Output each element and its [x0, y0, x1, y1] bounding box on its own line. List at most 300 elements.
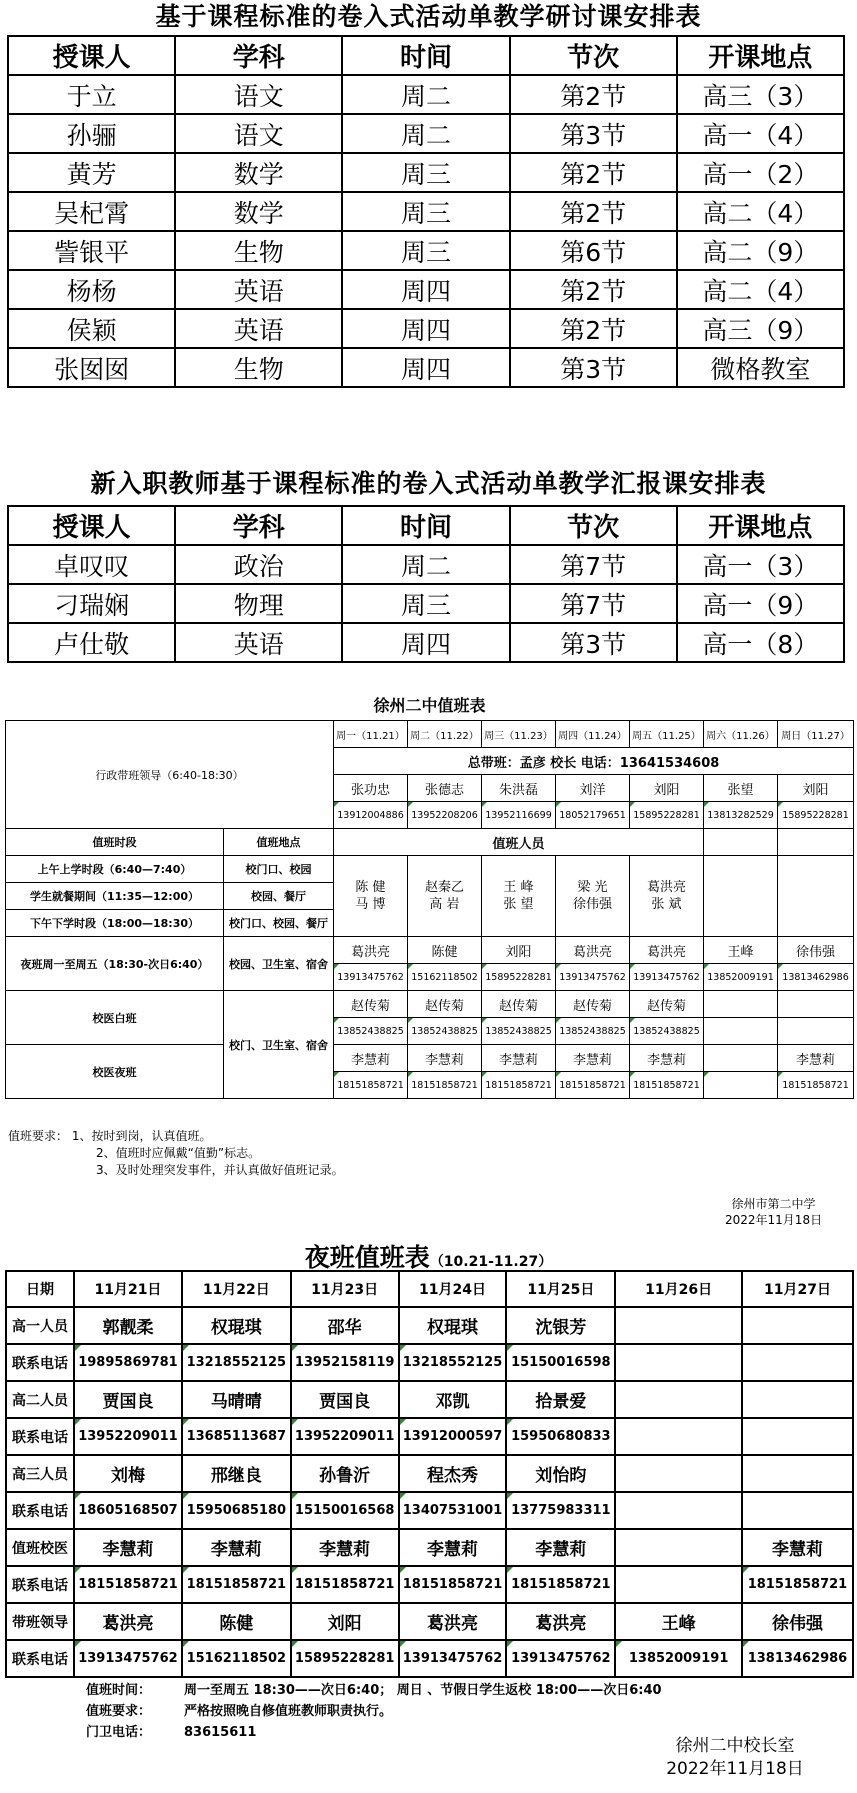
day-header: 周五（11.25） — [630, 721, 704, 748]
table-row — [6, 1418, 853, 1455]
table-cell: 周三 — [342, 153, 509, 192]
table-cell: 周四 — [342, 623, 509, 662]
staff-name: 马晴晴 — [182, 1381, 291, 1418]
table-row — [6, 1603, 853, 1640]
doctor-night-phone: 18151858721 — [556, 1072, 630, 1099]
staff-name: 贾国良 — [74, 1381, 182, 1418]
phone-number: 18151858721 — [742, 1566, 853, 1603]
doctor-night-name: 李慧莉 — [334, 1045, 408, 1072]
staff-name — [742, 1455, 853, 1492]
night-duty-phone: 13813462986 — [778, 964, 854, 991]
phone-number: 15162118502 — [182, 1640, 291, 1677]
schedule-title-2: 新入职教师基于课程标准的卷入式活动单教学汇报课安排表 — [90, 469, 767, 498]
day-header: 周六（11.26） — [704, 721, 778, 748]
note-line: 值班要求： 1、按时到岗，认真值班。 — [8, 1129, 212, 1143]
footer-key: 值班时间： — [86, 1683, 152, 1698]
doctor-night-phone: 18151858721 — [334, 1072, 408, 1099]
table-cell: 黄芳 — [8, 153, 175, 192]
table-cell: 高一（2） — [677, 153, 844, 192]
leader-name: 朱洪磊 — [482, 775, 556, 802]
phone-number: 15150016598 — [506, 1344, 615, 1381]
row-label: 联系电话 — [6, 1344, 74, 1381]
night-shift-table — [5, 1270, 854, 1678]
duty-signature — [725, 1196, 822, 1228]
table-cell: 高一（3） — [677, 545, 844, 584]
day-header: 周一（11.21） — [334, 721, 408, 748]
table-cell: 英语 — [175, 309, 342, 348]
staff-pair — [408, 856, 482, 937]
table-row — [8, 231, 844, 270]
phone-number: 13218552125 — [399, 1344, 507, 1381]
staff-name: 孙鲁沂 — [291, 1455, 399, 1492]
signature-org: 徐州二中校长室 — [675, 1736, 795, 1756]
research-lesson-table — [7, 35, 845, 388]
phone-number: 13813462986 — [742, 1640, 853, 1677]
staff-name: 徐伟强 — [572, 897, 612, 912]
date-header: 11月22日 — [182, 1271, 291, 1307]
staff-name — [742, 1307, 853, 1344]
doctor-day-name: 赵传菊 — [482, 991, 556, 1018]
table-cell: 高三（3） — [677, 75, 844, 114]
doctor-day-name: 赵传菊 — [408, 991, 482, 1018]
table-cell: 高一（4） — [677, 114, 844, 153]
night-duty-name: 刘阳 — [482, 937, 556, 964]
day-header: 周日（11.27） — [778, 721, 854, 748]
night-duty-name: 徐伟强 — [778, 937, 854, 964]
header-cell: 节次 — [510, 506, 677, 545]
table-row — [8, 153, 844, 192]
period-time: 学生就餐期间（11:35—12:00） — [6, 883, 224, 910]
header-cell: 学科 — [175, 506, 342, 545]
table-row — [6, 1455, 853, 1492]
staff-name: 王峰 — [615, 1603, 742, 1640]
table-row — [8, 309, 844, 348]
table-cell: 语文 — [175, 114, 342, 153]
staff-name: 张 斌 — [651, 897, 682, 912]
staff-name: 权琨琪 — [399, 1307, 507, 1344]
table-cell: 第7节 — [510, 584, 677, 623]
empty-cell — [778, 991, 854, 1018]
table-cell: 訾银平 — [8, 231, 175, 270]
period-label: 值班时段 — [6, 829, 224, 856]
staff-name: 陈健 — [182, 1603, 291, 1640]
night-shift-title — [0, 1238, 857, 1274]
phone-number: 13852009191 — [615, 1640, 742, 1677]
phone-number — [742, 1418, 853, 1455]
phone-number — [742, 1492, 853, 1529]
phone-number: 13952209011 — [74, 1418, 182, 1455]
leader-name: 张望 — [704, 775, 778, 802]
phone-number: 13685113687 — [182, 1418, 291, 1455]
phone-number: 19895869781 — [74, 1344, 182, 1381]
phone-number — [615, 1344, 742, 1381]
doctor-day-phone: 13852438825 — [334, 1018, 408, 1045]
place-label: 值班地点 — [224, 829, 334, 856]
night-title-main: 夜班值班表 — [304, 1243, 430, 1272]
staff-name: 马 博 — [355, 897, 386, 912]
staff-name — [742, 1381, 853, 1418]
table-cell: 卢仕敬 — [8, 623, 175, 662]
phone-number: 15950680833 — [506, 1418, 615, 1455]
row-label: 高三人员 — [6, 1455, 74, 1492]
table-cell: 周三 — [342, 231, 509, 270]
phone-number: 13912000597 — [399, 1418, 507, 1455]
table-cell: 侯颖 — [8, 309, 175, 348]
table-cell: 吴杞霄 — [8, 192, 175, 231]
table-cell: 第2节 — [510, 309, 677, 348]
night-title-range: （10.21-11.27） — [429, 1254, 553, 1270]
table-row — [8, 584, 844, 623]
table-row — [6, 1566, 853, 1603]
doctor-night-label: 校医夜班 — [6, 1045, 224, 1099]
table-cell: 孙骊 — [8, 114, 175, 153]
night-footer — [86, 1680, 662, 1743]
staff-name: 陈 健 — [355, 880, 386, 895]
table-cell: 周四 — [342, 348, 509, 387]
phone-number: 15150016568 — [291, 1492, 399, 1529]
date-header: 11月24日 — [399, 1271, 507, 1307]
doctor-day-phone: 13852438825 — [408, 1018, 482, 1045]
signature-org: 徐州市第二中学 — [731, 1197, 816, 1211]
leader-phone: 13912004886 — [334, 802, 408, 829]
night-duty-name: 王峰 — [704, 937, 778, 964]
night-duty-phone: 13913475762 — [630, 964, 704, 991]
phone-number — [615, 1492, 742, 1529]
footer-value: 严格按照晚自修值班教师职责执行。 — [184, 1704, 393, 1719]
date-header: 11月23日 — [291, 1271, 399, 1307]
table-cell: 第2节 — [510, 270, 677, 309]
night-shift-label: 夜班周一至周五（18:30-次日6:40） — [6, 937, 224, 991]
staff-pair — [482, 856, 556, 937]
doctor-night-phone: 18151858721 — [408, 1072, 482, 1099]
day-header: 周二（11.22） — [408, 721, 482, 748]
staff-name: 拾景爱 — [506, 1381, 615, 1418]
leader-name: 刘洋 — [556, 775, 630, 802]
header-cell: 授课人 — [8, 506, 175, 545]
staff-name: 梁 光 — [577, 880, 608, 895]
night-duty-name: 葛洪亮 — [630, 937, 704, 964]
staff-name: 刘阳 — [291, 1603, 399, 1640]
admin-leader-label: 行政带班领导（6:40-18:30） — [6, 721, 334, 829]
period-place: 校门口、校园 — [224, 856, 334, 883]
duty-notes — [8, 1128, 344, 1179]
table-cell: 高一（8） — [677, 623, 844, 662]
phone-number — [615, 1566, 742, 1603]
staff-name: 沈银芳 — [506, 1307, 615, 1344]
empty-cell — [778, 829, 854, 856]
staff-name: 高 岩 — [429, 897, 460, 912]
row-label: 高二人员 — [6, 1381, 74, 1418]
table-row — [6, 1344, 853, 1381]
footer-value: 83615611 — [184, 1725, 257, 1740]
footer-value: 周一至周五 18:30——次日6:40； 周日 、节假日学生返校 18:00——次日6:40 — [184, 1683, 662, 1698]
night-duty-phone: 13913475762 — [334, 964, 408, 991]
row-label: 联系电话 — [6, 1418, 74, 1455]
general-leader: 总带班：孟彦 校长 电话：13641534608 — [334, 748, 854, 775]
table-row — [6, 1529, 853, 1566]
staff-pair — [630, 856, 704, 937]
header-cell: 开课地点 — [677, 506, 844, 545]
staff-name: 李慧莉 — [399, 1529, 507, 1566]
table-cell: 杨杨 — [8, 270, 175, 309]
phone-number: 13775983311 — [506, 1492, 615, 1529]
table-row — [8, 75, 844, 114]
table-row — [8, 623, 844, 662]
date-header: 11月26日 — [615, 1271, 742, 1307]
table-cell: 刁瑞娴 — [8, 584, 175, 623]
night-duty-phone: 15895228281 — [482, 964, 556, 991]
schedule-title-1: 基于课程标准的卷入式活动单教学研讨课安排表 — [155, 2, 702, 31]
row-label: 联系电话 — [6, 1492, 74, 1529]
phone-number: 13407531001 — [399, 1492, 507, 1529]
staff-name — [615, 1455, 742, 1492]
staff-name: 葛洪亮 — [74, 1603, 182, 1640]
doctor-day-phone: 13852438825 — [482, 1018, 556, 1045]
leader-phone: 18052179651 — [556, 802, 630, 829]
night-duty-name: 葛洪亮 — [334, 937, 408, 964]
date-header: 11月25日 — [506, 1271, 615, 1307]
table-cell: 生物 — [175, 348, 342, 387]
table-row — [8, 114, 844, 153]
doctor-night-name — [704, 1045, 778, 1072]
signature-date: 2022年11月18日 — [666, 1759, 804, 1779]
night-signature — [640, 1735, 830, 1781]
doctor-day-phone: 13852438825 — [630, 1018, 704, 1045]
table-cell: 第3节 — [510, 348, 677, 387]
phone-number: 13913475762 — [74, 1640, 182, 1677]
table-cell: 高二（4） — [677, 192, 844, 231]
night-shift-place: 校园、卫生室、宿舍 — [224, 937, 334, 991]
doctor-night-phone — [704, 1072, 778, 1099]
phone-number — [615, 1418, 742, 1455]
leader-phone: 13952208206 — [408, 802, 482, 829]
table-cell: 第2节 — [510, 192, 677, 231]
night-duty-phone: 15162118502 — [408, 964, 482, 991]
doctor-day-label: 校医白班 — [6, 991, 224, 1045]
table-row — [8, 192, 844, 231]
row-label: 带班领导 — [6, 1603, 74, 1640]
staff-name: 李慧莉 — [74, 1529, 182, 1566]
doctor-night-name: 李慧莉 — [408, 1045, 482, 1072]
staff-name: 邓凯 — [399, 1381, 507, 1418]
doctor-day-name: 赵传菊 — [630, 991, 704, 1018]
table-cell: 微格教室 — [677, 348, 844, 387]
staff-name: 李慧莉 — [506, 1529, 615, 1566]
footer-key: 门卫电话： — [86, 1725, 152, 1740]
header-cell: 学科 — [175, 36, 342, 75]
table-header-row — [8, 36, 844, 75]
staff-name: 李慧莉 — [742, 1529, 853, 1566]
staff-name: 程杰秀 — [399, 1455, 507, 1492]
doctor-night-phone: 18151858721 — [482, 1072, 556, 1099]
doctor-place: 校门、卫生室、宿舍 — [224, 991, 334, 1099]
staff-name: 邢继良 — [182, 1455, 291, 1492]
doctor-day-name: 赵传菊 — [556, 991, 630, 1018]
row-label: 联系电话 — [6, 1640, 74, 1677]
table-row — [6, 1307, 853, 1344]
header-cell: 时间 — [342, 36, 509, 75]
phone-number: 13952158119 — [291, 1344, 399, 1381]
footer-key: 值班要求： — [86, 1704, 152, 1719]
day-header: 周三（11.23） — [482, 721, 556, 748]
staff-pair — [556, 856, 630, 937]
empty-cell — [778, 856, 854, 937]
table-row — [8, 545, 844, 584]
table-cell: 周三 — [342, 192, 509, 231]
date-header: 11月27日 — [742, 1271, 853, 1307]
staff-name: 刘怡昀 — [506, 1455, 615, 1492]
table-cell: 第6节 — [510, 231, 677, 270]
table-cell: 第3节 — [510, 114, 677, 153]
staff-name: 刘梅 — [74, 1455, 182, 1492]
header-cell: 节次 — [510, 36, 677, 75]
staff-name: 贾国良 — [291, 1381, 399, 1418]
table-cell: 数学 — [175, 153, 342, 192]
night-duty-phone: 13852009191 — [704, 964, 778, 991]
empty-cell — [778, 1018, 854, 1045]
table-cell: 第7节 — [510, 545, 677, 584]
table-cell: 周二 — [342, 114, 509, 153]
table-row — [6, 1381, 853, 1418]
row-label: 联系电话 — [6, 1566, 74, 1603]
table-cell: 高二（4） — [677, 270, 844, 309]
empty-cell — [704, 991, 778, 1018]
leader-name: 张功忠 — [334, 775, 408, 802]
staff-name: 葛洪亮 — [646, 880, 686, 895]
leader-name: 张德志 — [408, 775, 482, 802]
period-time: 下午下学时段（18:00—18:30） — [6, 910, 224, 937]
table-row — [8, 270, 844, 309]
empty-cell — [704, 1018, 778, 1045]
table-cell: 周三 — [342, 584, 509, 623]
note-line: 3、及时处理突发事件，并认真做好值班记录。 — [96, 1163, 344, 1177]
doctor-night-name: 李慧莉 — [630, 1045, 704, 1072]
staff-name: 李慧莉 — [182, 1529, 291, 1566]
table-row — [6, 1640, 853, 1677]
staff-name: 葛洪亮 — [506, 1603, 615, 1640]
period-place: 校门口、校园、餐厅 — [224, 910, 334, 937]
staff-name: 邵华 — [291, 1307, 399, 1344]
phone-number: 18151858721 — [291, 1566, 399, 1603]
staff-name — [615, 1307, 742, 1344]
date-header: 11月21日 — [74, 1271, 182, 1307]
day-header: 周四（11.24） — [556, 721, 630, 748]
table-cell: 张囡囡 — [8, 348, 175, 387]
staff-pair — [334, 856, 408, 937]
staff-name: 赵秦乙 — [424, 880, 464, 895]
leader-phone: 15895228281 — [778, 802, 854, 829]
table-cell: 政治 — [175, 545, 342, 584]
leader-phone: 13952116699 — [482, 802, 556, 829]
phone-number: 18151858721 — [182, 1566, 291, 1603]
staff-name: 王 峰 — [503, 880, 534, 895]
phone-number: 13913475762 — [399, 1640, 507, 1677]
duty-title: 徐州二中值班表 — [6, 688, 854, 721]
doctor-night-name: 李慧莉 — [556, 1045, 630, 1072]
row-label: 值班校医 — [6, 1529, 74, 1566]
table-cell: 英语 — [175, 270, 342, 309]
staff-name: 张 望 — [503, 897, 534, 912]
table-row — [6, 1492, 853, 1529]
phone-number: 18605168507 — [74, 1492, 182, 1529]
phone-number: 15950685180 — [182, 1492, 291, 1529]
night-duty-name: 葛洪亮 — [556, 937, 630, 964]
staff-name: 李慧莉 — [291, 1529, 399, 1566]
period-time: 上午上学时段（6:40—7:40） — [6, 856, 224, 883]
leader-name: 刘阳 — [630, 775, 704, 802]
table-cell: 高三（9） — [677, 309, 844, 348]
table-cell: 英语 — [175, 623, 342, 662]
table-cell: 物理 — [175, 584, 342, 623]
table-cell: 卓叹叹 — [8, 545, 175, 584]
table-cell: 第2节 — [510, 153, 677, 192]
doctor-day-name: 赵传菊 — [334, 991, 408, 1018]
staff-name: 葛洪亮 — [399, 1603, 507, 1640]
phone-number: 18151858721 — [506, 1566, 615, 1603]
header-cell: 时间 — [342, 506, 509, 545]
doctor-day-phone: 13852438825 — [556, 1018, 630, 1045]
header-cell: 开课地点 — [677, 36, 844, 75]
table-cell: 周四 — [342, 309, 509, 348]
phone-number: 18151858721 — [399, 1566, 507, 1603]
table-cell: 生物 — [175, 231, 342, 270]
table-cell: 语文 — [175, 75, 342, 114]
staff-name — [615, 1529, 742, 1566]
staff-name: 徐伟强 — [742, 1603, 853, 1640]
xuzhou-duty-table — [5, 688, 854, 1099]
table-cell: 第3节 — [510, 623, 677, 662]
night-duty-name: 陈健 — [408, 937, 482, 964]
doctor-night-phone: 18151858721 — [630, 1072, 704, 1099]
empty-cell — [704, 856, 778, 937]
doctor-night-name: 李慧莉 — [482, 1045, 556, 1072]
leader-name: 刘阳 — [778, 775, 854, 802]
phone-number: 13952209011 — [291, 1418, 399, 1455]
empty-cell — [704, 829, 778, 856]
doctor-night-name: 李慧莉 — [778, 1045, 854, 1072]
doctor-night-phone: 18151858721 — [778, 1072, 854, 1099]
table-row — [8, 348, 844, 387]
table-cell: 于立 — [8, 75, 175, 114]
table-cell: 高一（9） — [677, 584, 844, 623]
staff-label: 值班人员 — [334, 829, 704, 856]
leader-phone: 13813282529 — [704, 802, 778, 829]
phone-number: 13913475762 — [506, 1640, 615, 1677]
night-duty-phone: 13913475762 — [556, 964, 630, 991]
header-cell: 授课人 — [8, 36, 175, 75]
phone-number: 18151858721 — [74, 1566, 182, 1603]
leader-phone: 15895228281 — [630, 802, 704, 829]
table-cell: 高二（9） — [677, 231, 844, 270]
table-cell: 周二 — [342, 545, 509, 584]
date-label: 日期 — [6, 1271, 74, 1307]
staff-name: 权琨琪 — [182, 1307, 291, 1344]
table-cell: 周二 — [342, 75, 509, 114]
table-cell: 周四 — [342, 270, 509, 309]
report-lesson-table — [7, 505, 845, 663]
phone-number: 15895228281 — [291, 1640, 399, 1677]
phone-number: 13218552125 — [182, 1344, 291, 1381]
note-line: 2、值班时应佩戴“值勤”标志。 — [96, 1146, 261, 1160]
table-cell: 数学 — [175, 192, 342, 231]
table-cell: 第2节 — [510, 75, 677, 114]
staff-name — [615, 1381, 742, 1418]
table-header-row — [8, 506, 844, 545]
row-label: 高一人员 — [6, 1307, 74, 1344]
phone-number — [742, 1344, 853, 1381]
signature-date: 2022年11月18日 — [725, 1213, 823, 1227]
period-place: 校园、餐厅 — [224, 883, 334, 910]
